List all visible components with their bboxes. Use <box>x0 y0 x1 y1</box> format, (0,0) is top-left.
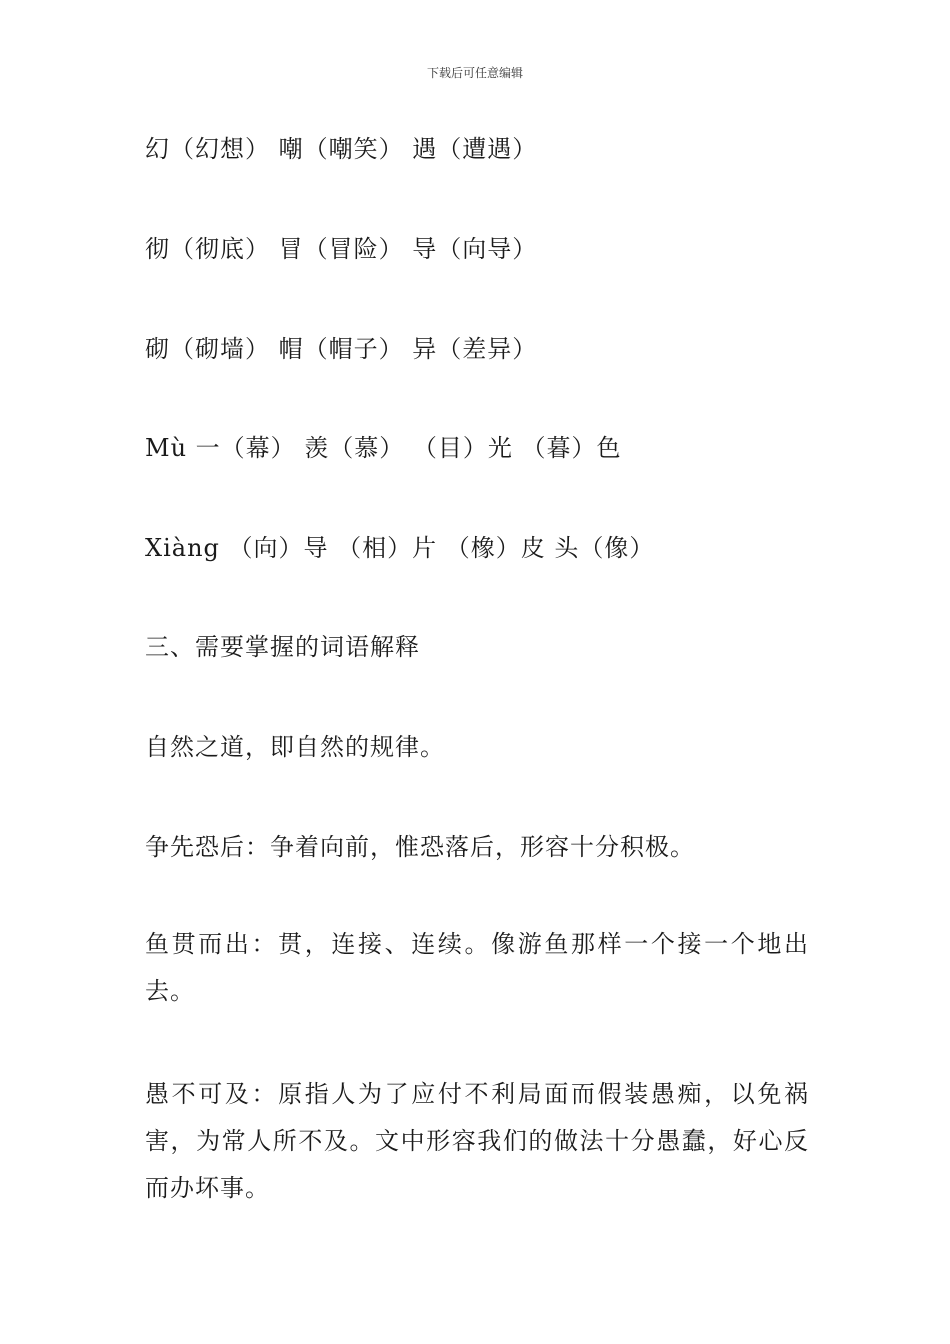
vocab-line-3: 砌（砌墙） 帽（帽子） 异（差异） <box>145 335 538 363</box>
definition-zhengxian: 争先恐后：争着向前，惟恐落后，形容十分积极。 <box>145 833 695 861</box>
vocab-line-1: 幻（幻想） 嘲（嘲笑） 遇（遭遇） <box>145 135 538 163</box>
definition-ziran: 自然之道，即自然的规律。 <box>145 733 445 761</box>
pinyin-line-xiang: Xiàng （向）导 （相）片 （橡）皮 头（像） <box>145 534 655 562</box>
page-header: 下载后可任意编辑 <box>426 66 523 80</box>
pinyin-line-mu: Mù 一（幕） 羡（慕） （目）光 （暮）色 <box>145 434 622 462</box>
definition-yuguan: 鱼贯而出：贯，连接、连续。像游鱼那样一个接一个地出去。 <box>145 930 809 1005</box>
definition-yubu: 愚不可及：原指人为了应付不利局面而假装愚痴，以免祸害，为常人所不及。文中形容我们的做法十分愚蠢，好心反而办坏事。 <box>145 1080 809 1202</box>
vocab-line-2: 彻（彻底） 冒（冒险） 导（向导） <box>145 235 538 263</box>
section-heading: 三、需要掌握的词语解释 <box>145 633 420 661</box>
